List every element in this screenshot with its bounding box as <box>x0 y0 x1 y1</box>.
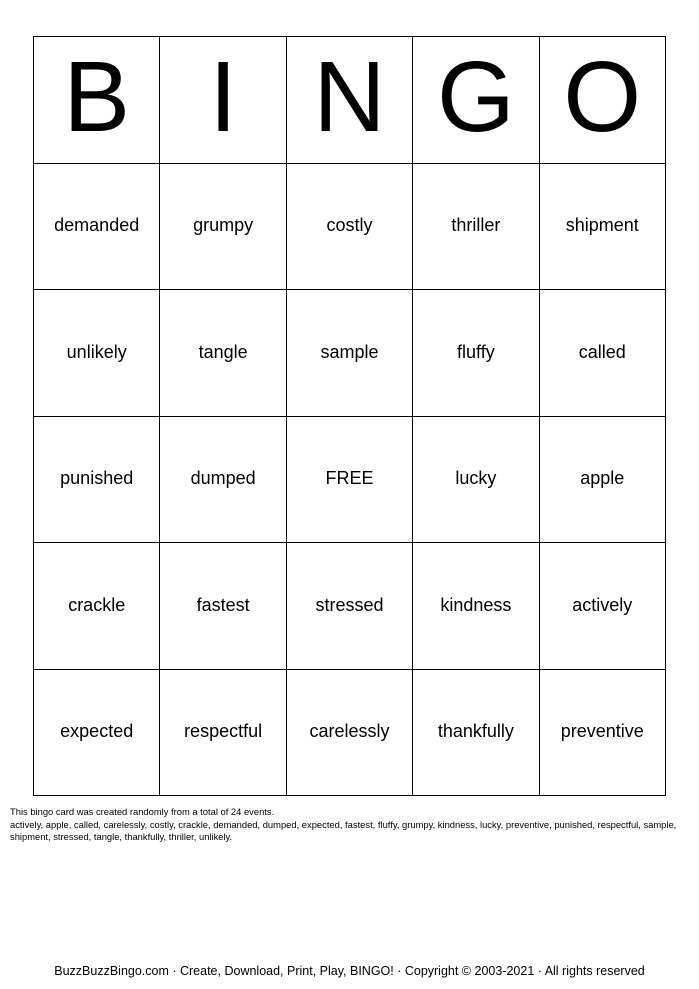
free-space-cell: FREE <box>287 417 413 544</box>
bingo-cell: fluffy <box>413 290 539 417</box>
bingo-cell: costly <box>287 164 413 291</box>
bingo-cell: punished <box>34 417 160 544</box>
bingo-cell: sample <box>287 290 413 417</box>
header-letter-g: G <box>413 37 539 164</box>
bingo-cell: grumpy <box>160 164 286 291</box>
bingo-cell: shipment <box>540 164 666 291</box>
bingo-cell: thriller <box>413 164 539 291</box>
bingo-cell: fastest <box>160 543 286 670</box>
header-letter-o: O <box>540 37 666 164</box>
bingo-card <box>33 36 666 796</box>
footnote-summary: This bingo card was created randomly from a total of 24 events. <box>10 806 275 817</box>
bingo-cell: respectful <box>160 670 286 797</box>
bingo-cell: tangle <box>160 290 286 417</box>
header-letter-i: I <box>160 37 286 164</box>
bingo-cell: dumped <box>160 417 286 544</box>
bingo-cell: demanded <box>34 164 160 291</box>
bingo-cell: expected <box>34 670 160 797</box>
bingo-cell: called <box>540 290 666 417</box>
card-footnote <box>10 806 690 844</box>
bingo-cell: carelessly <box>287 670 413 797</box>
bingo-cell: thankfully <box>413 670 539 797</box>
bingo-cell: apple <box>540 417 666 544</box>
page-footer: BuzzBuzzBingo.com · Create, Download, Print, Play, BINGO! · Copyright © 2003-2021 · All rights reserved <box>54 964 645 978</box>
bingo-cell: preventive <box>540 670 666 797</box>
footnote-event-list: actively, apple, called, carelessly, costly, crackle, demanded, dumped, expected, fastest, fluffy, grumpy, kindness, lucky, preventive, punished, respectful, sample, shipment, stressed, tangle, thankfully, thriller, unlikely. <box>10 818 677 842</box>
header-letter-n: N <box>287 37 413 164</box>
bingo-cell: actively <box>540 543 666 670</box>
header-letter-b: B <box>34 37 160 164</box>
bingo-cell: lucky <box>413 417 539 544</box>
bingo-cell: unlikely <box>34 290 160 417</box>
bingo-cell: kindness <box>413 543 539 670</box>
bingo-cell: crackle <box>34 543 160 670</box>
bingo-cell: stressed <box>287 543 413 670</box>
